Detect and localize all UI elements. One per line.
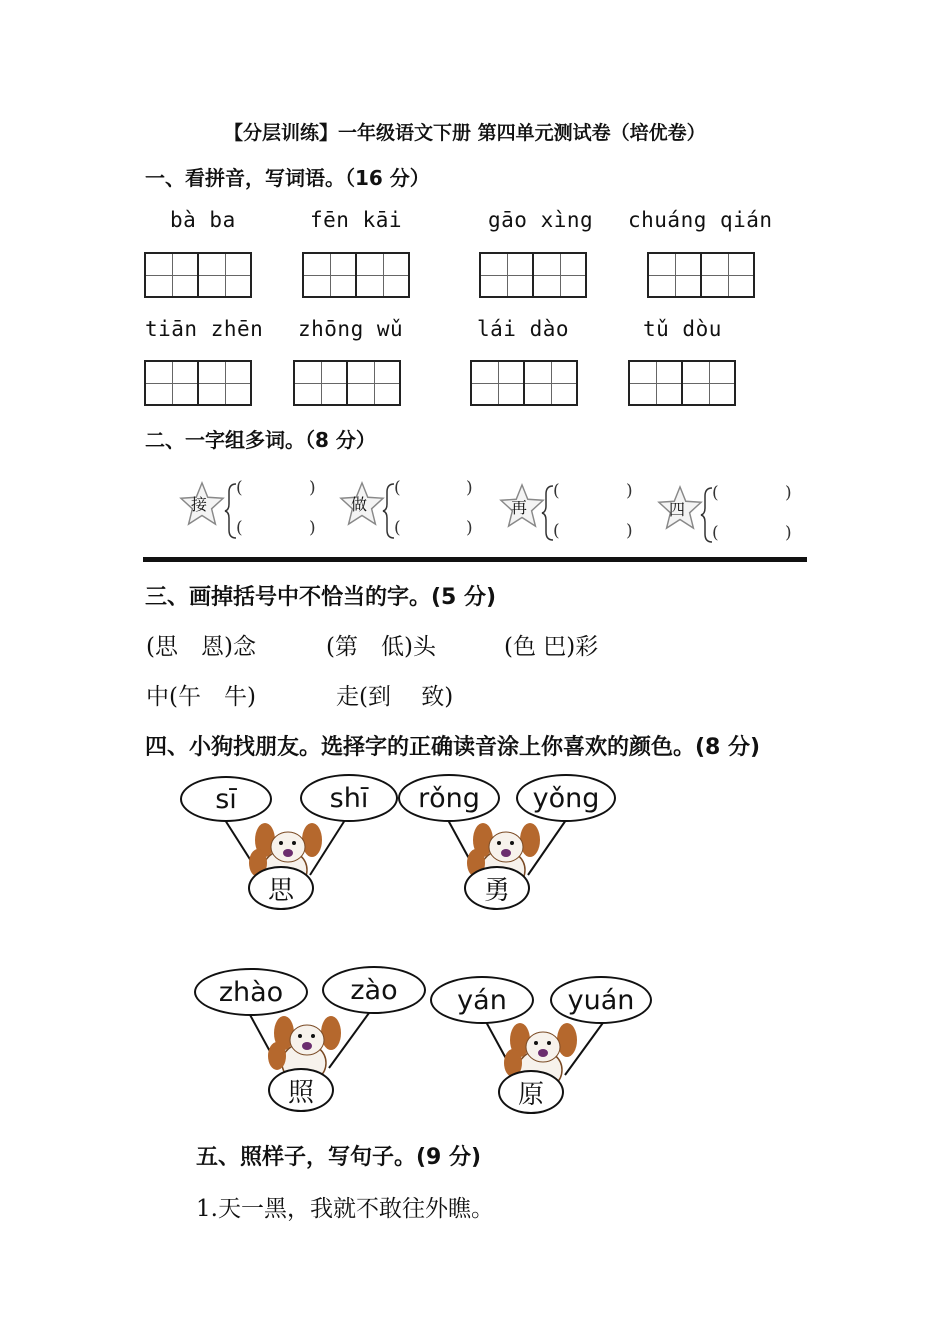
choice-item-2[interactable]: (第 低)头 xyxy=(326,634,436,660)
paren-open: ( xyxy=(236,518,243,538)
paren-open: ( xyxy=(394,478,401,498)
pinyin-2: fēn kāi xyxy=(310,208,403,232)
paren-close: ) xyxy=(785,523,792,543)
pinyin-1: bà ba xyxy=(170,208,236,232)
group-char: 接 xyxy=(191,495,208,514)
paren-open: ( xyxy=(236,478,243,498)
paren-close: ) xyxy=(466,478,473,498)
writing-grid-2[interactable] xyxy=(302,252,410,298)
char-bubble: 思 xyxy=(248,866,314,910)
char-bubble: 原 xyxy=(498,1070,564,1114)
pinyin-4: chuáng qián xyxy=(628,208,773,232)
pinyin-6: zhōng wǔ xyxy=(298,317,404,341)
section-4-heading: 四、小狗找朋友。选择字的正确读音涂上你喜欢的颜色。(8 分) xyxy=(145,735,761,760)
paren-open: ( xyxy=(553,481,560,501)
choice-item-3[interactable]: (色 巴)彩 xyxy=(504,634,599,660)
writing-grid-6[interactable] xyxy=(293,360,401,406)
writing-grid-4[interactable] xyxy=(647,252,755,298)
group-char: 四 xyxy=(669,500,686,519)
paren-close: ) xyxy=(785,483,792,503)
paren-close: ) xyxy=(626,521,633,541)
section-1-heading: 一、看拼音，写词语。（16 分） xyxy=(145,166,430,190)
example-sentence: 1.天一黑，我就不敢往外瞧。 xyxy=(196,1196,494,1222)
section-3-heading: 三、画掉括号中不恰当的字。(5 分) xyxy=(145,585,497,610)
char-bubble: 勇 xyxy=(464,866,530,910)
choice-item-1[interactable]: (思 恩)念 xyxy=(146,634,256,660)
pinyin-option[interactable]: yuán xyxy=(550,976,652,1024)
pinyin-5: tiān zhēn xyxy=(145,317,264,341)
paren-open: ( xyxy=(394,518,401,538)
pinyin-option[interactable]: rǒng xyxy=(398,774,500,822)
choice-item-5[interactable]: 走(到 致) xyxy=(336,684,454,710)
pinyin-option[interactable]: zào xyxy=(322,966,426,1014)
pinyin-option[interactable]: shī xyxy=(300,774,398,822)
writing-grid-3[interactable] xyxy=(479,252,587,298)
paren-close: ) xyxy=(466,518,473,538)
section-2-heading: 二、一字组多词。（8 分） xyxy=(145,428,376,452)
section-5-heading: 五、照样子，写句子。(9 分) xyxy=(196,1145,482,1170)
paren-open: ( xyxy=(553,521,560,541)
writing-grid-5[interactable] xyxy=(144,360,252,406)
paren-close: ) xyxy=(626,481,633,501)
pinyin-option[interactable]: yán xyxy=(430,976,534,1024)
paren-open: ( xyxy=(712,483,719,503)
writing-grid-7[interactable] xyxy=(470,360,578,406)
writing-grid-1[interactable] xyxy=(144,252,252,298)
group-char: 再 xyxy=(511,498,528,517)
choice-item-4[interactable]: 中(午 牛) xyxy=(146,684,256,710)
pinyin-option[interactable]: yǒng xyxy=(516,774,616,822)
paren-open: ( xyxy=(712,523,719,543)
writing-grid-8[interactable] xyxy=(628,360,736,406)
pinyin-option[interactable]: zhào xyxy=(194,968,308,1016)
paren-close: ) xyxy=(309,478,316,498)
pinyin-8: tǔ dòu xyxy=(643,317,722,341)
char-bubble: 照 xyxy=(268,1068,334,1112)
page-title: 【分层训练】一年级语文下册 第四单元测试卷（培优卷） xyxy=(224,122,706,144)
pinyin-3: gāo xìng xyxy=(488,208,594,232)
section-divider xyxy=(143,557,807,562)
pinyin-7: lái dào xyxy=(477,317,570,341)
group-char: 做 xyxy=(351,495,368,514)
paren-close: ) xyxy=(309,518,316,538)
pinyin-option[interactable]: sī xyxy=(180,776,272,822)
